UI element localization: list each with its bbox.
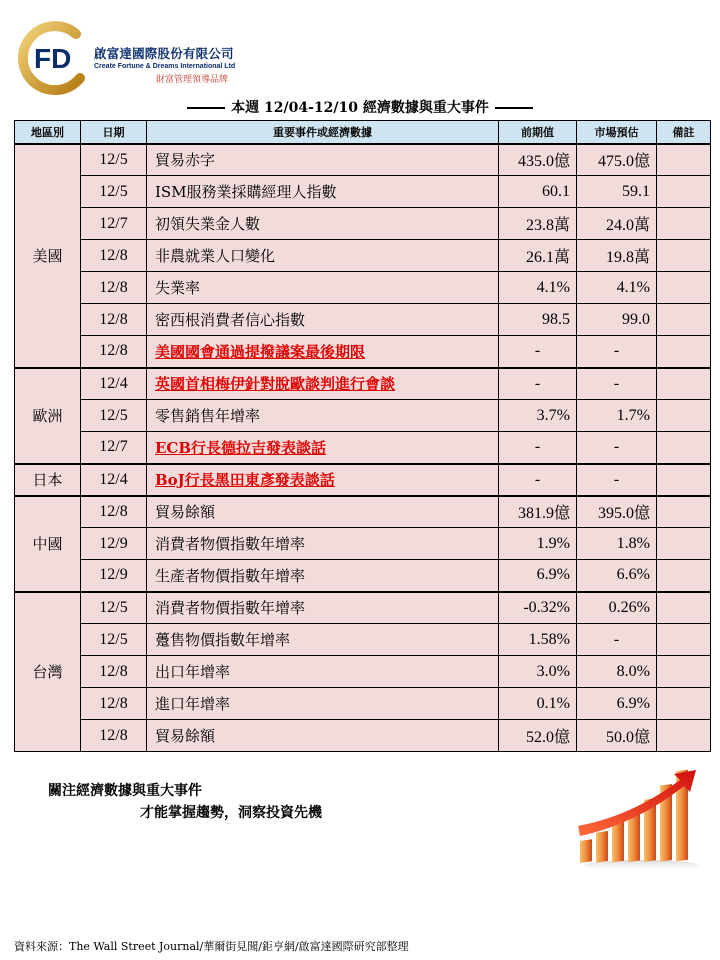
table-row: [15, 240, 711, 272]
table-row: [15, 336, 711, 368]
row-event-highlight: [147, 336, 499, 368]
row-forecast: -: [577, 336, 657, 368]
row-event: 生產者物價指數年增率: [147, 560, 499, 592]
row-note: [657, 176, 711, 208]
row-event: 零售銷售年增率: [147, 400, 499, 432]
row-date: 12/5: [81, 176, 147, 208]
row-event: 密西根消費者信心指數: [147, 304, 499, 336]
row-date: 12/8: [81, 272, 147, 304]
row-note: [657, 336, 711, 368]
row-date: 12/8: [81, 304, 147, 336]
row-previous: -: [499, 432, 577, 464]
highlight-event-text: ECB行長德拉吉發表談話: [155, 438, 327, 457]
table-row: [15, 560, 711, 592]
table-row: [15, 400, 711, 432]
fd-logo-icon: [14, 18, 94, 98]
row-forecast: -: [577, 464, 657, 496]
row-date: 12/8: [81, 720, 147, 752]
highlight-event-text: 英國首相梅伊針對脫歐談判進行會談: [155, 375, 396, 394]
row-forecast: 6.9%: [577, 688, 657, 720]
row-note: [657, 688, 711, 720]
row-forecast: 99.0: [577, 304, 657, 336]
row-previous: -: [499, 368, 577, 400]
row-note: [657, 656, 711, 688]
slogan-line-1: 關注經濟數據與重大事件: [48, 783, 202, 799]
row-forecast: -: [577, 368, 657, 400]
row-note: [657, 304, 711, 336]
row-note: [657, 144, 711, 176]
row-previous: 23.8萬: [499, 208, 577, 240]
row-event: 初領失業金人數: [147, 208, 499, 240]
row-previous: 60.1: [499, 176, 577, 208]
row-note: [657, 432, 711, 464]
row-date: 12/7: [81, 432, 147, 464]
row-date: 12/8: [81, 496, 147, 528]
table-row: [15, 272, 711, 304]
row-previous: -0.32%: [499, 592, 577, 624]
company-name-en: Create Fortune & Dreams International Ltd: [94, 63, 236, 70]
page-title-text: 本週 12/04-12/10 經濟數據與重大事件: [231, 100, 489, 116]
table-header-row: [15, 121, 711, 144]
row-event: 貿易餘額: [147, 496, 499, 528]
table-row: [15, 496, 711, 528]
row-event: 貿易餘額: [147, 720, 499, 752]
table-row: [15, 688, 711, 720]
row-note: [657, 208, 711, 240]
row-date: 12/5: [81, 400, 147, 432]
row-forecast: 395.0億: [577, 496, 657, 528]
table-row: [15, 656, 711, 688]
highlight-event-text: BoJ行長黑田東彥發表談話: [155, 471, 335, 489]
company-logo: [14, 18, 254, 98]
company-tagline: 財富管理領導品牌: [156, 75, 229, 85]
row-previous: 4.1%: [499, 272, 577, 304]
row-note: [657, 560, 711, 592]
table-row: [15, 368, 711, 400]
row-event: 進口年增率: [147, 688, 499, 720]
row-previous: 0.1%: [499, 688, 577, 720]
growth-chart-icon: [572, 766, 702, 876]
row-previous: 1.58%: [499, 624, 577, 656]
row-previous: 26.1萬: [499, 240, 577, 272]
row-forecast: 59.1: [577, 176, 657, 208]
row-previous: 3.0%: [499, 656, 577, 688]
row-previous: -: [499, 336, 577, 368]
row-event: 失業率: [147, 272, 499, 304]
row-event: 消費者物價指數年增率: [147, 528, 499, 560]
row-event-highlight: [147, 464, 499, 496]
header-note: 備註: [657, 121, 711, 144]
row-previous: 98.5: [499, 304, 577, 336]
row-previous: 52.0億: [499, 720, 577, 752]
row-forecast: 8.0%: [577, 656, 657, 688]
row-forecast: 1.7%: [577, 400, 657, 432]
row-note: [657, 400, 711, 432]
table-row: [15, 528, 711, 560]
row-event-highlight: [147, 368, 499, 400]
header-date: 日期: [81, 121, 147, 144]
header-region: 地區別: [15, 121, 81, 144]
region-us: 美國: [15, 144, 81, 368]
row-previous: 3.7%: [499, 400, 577, 432]
row-note: [657, 240, 711, 272]
table-row: [15, 592, 711, 624]
row-event: 出口年增率: [147, 656, 499, 688]
table-row: [15, 432, 711, 464]
row-date: 12/4: [81, 368, 147, 400]
row-previous: -: [499, 464, 577, 496]
row-date: 12/8: [81, 688, 147, 720]
row-forecast: -: [577, 432, 657, 464]
row-note: [657, 496, 711, 528]
table-row: [15, 144, 711, 176]
row-previous: 1.9%: [499, 528, 577, 560]
table-row: [15, 624, 711, 656]
events-table: [14, 120, 711, 752]
row-event: 貿易赤字: [147, 144, 499, 176]
table-row: [15, 464, 711, 496]
region-eu: 歐洲: [15, 368, 81, 464]
row-date: 12/7: [81, 208, 147, 240]
row-date: 12/5: [81, 592, 147, 624]
row-note: [657, 464, 711, 496]
row-forecast: 50.0億: [577, 720, 657, 752]
row-previous: 435.0億: [499, 144, 577, 176]
row-note: [657, 368, 711, 400]
title-rule-left: [187, 107, 225, 109]
row-date: 12/9: [81, 560, 147, 592]
row-date: 12/5: [81, 144, 147, 176]
row-note: [657, 592, 711, 624]
region-tw: 台灣: [15, 592, 81, 752]
row-date: 12/4: [81, 464, 147, 496]
table-row: [15, 176, 711, 208]
row-date: 12/5: [81, 624, 147, 656]
row-forecast: 6.6%: [577, 560, 657, 592]
row-date: 12/8: [81, 240, 147, 272]
logo-letters: FD: [34, 43, 72, 74]
table-row: [15, 208, 711, 240]
row-forecast: 0.26%: [577, 592, 657, 624]
company-name-cn: 啟富達國際股份有限公司: [94, 46, 234, 61]
row-note: [657, 272, 711, 304]
source-note: 資料來源：The Wall Street Journal/華爾街見聞/鉅亨網/啟富達國際研究部整理: [14, 940, 409, 953]
row-note: [657, 720, 711, 752]
row-event: 消費者物價指數年增率: [147, 592, 499, 624]
title-rule-right: [495, 107, 533, 109]
region-jp: 日本: [15, 464, 81, 496]
row-note: [657, 624, 711, 656]
header-event: 重要事件或經濟數據: [147, 121, 499, 144]
row-event-highlight: [147, 432, 499, 464]
table-row: [15, 720, 711, 752]
row-note: [657, 528, 711, 560]
row-event: 躉售物價指數年增率: [147, 624, 499, 656]
page-title: [0, 97, 720, 117]
highlight-event-text: 美國國會通過提撥議案最後期限: [155, 342, 366, 361]
row-date: 12/8: [81, 656, 147, 688]
row-forecast: 19.8萬: [577, 240, 657, 272]
row-previous: 381.9億: [499, 496, 577, 528]
row-forecast: -: [577, 624, 657, 656]
row-previous: 6.9%: [499, 560, 577, 592]
row-event: ISM服務業採購經理人指數: [147, 176, 499, 208]
row-date: 12/9: [81, 528, 147, 560]
header-forecast: 市場預估: [577, 121, 657, 144]
header-previous: 前期值: [499, 121, 577, 144]
row-forecast: 4.1%: [577, 272, 657, 304]
region-cn: 中國: [15, 496, 81, 592]
row-forecast: 24.0萬: [577, 208, 657, 240]
row-forecast: 1.8%: [577, 528, 657, 560]
row-event: 非農就業人口變化: [147, 240, 499, 272]
row-forecast: 475.0億: [577, 144, 657, 176]
row-date: 12/8: [81, 336, 147, 368]
slogan-line-2: 才能掌握趨勢，洞察投資先機: [140, 805, 322, 821]
table-row: [15, 304, 711, 336]
